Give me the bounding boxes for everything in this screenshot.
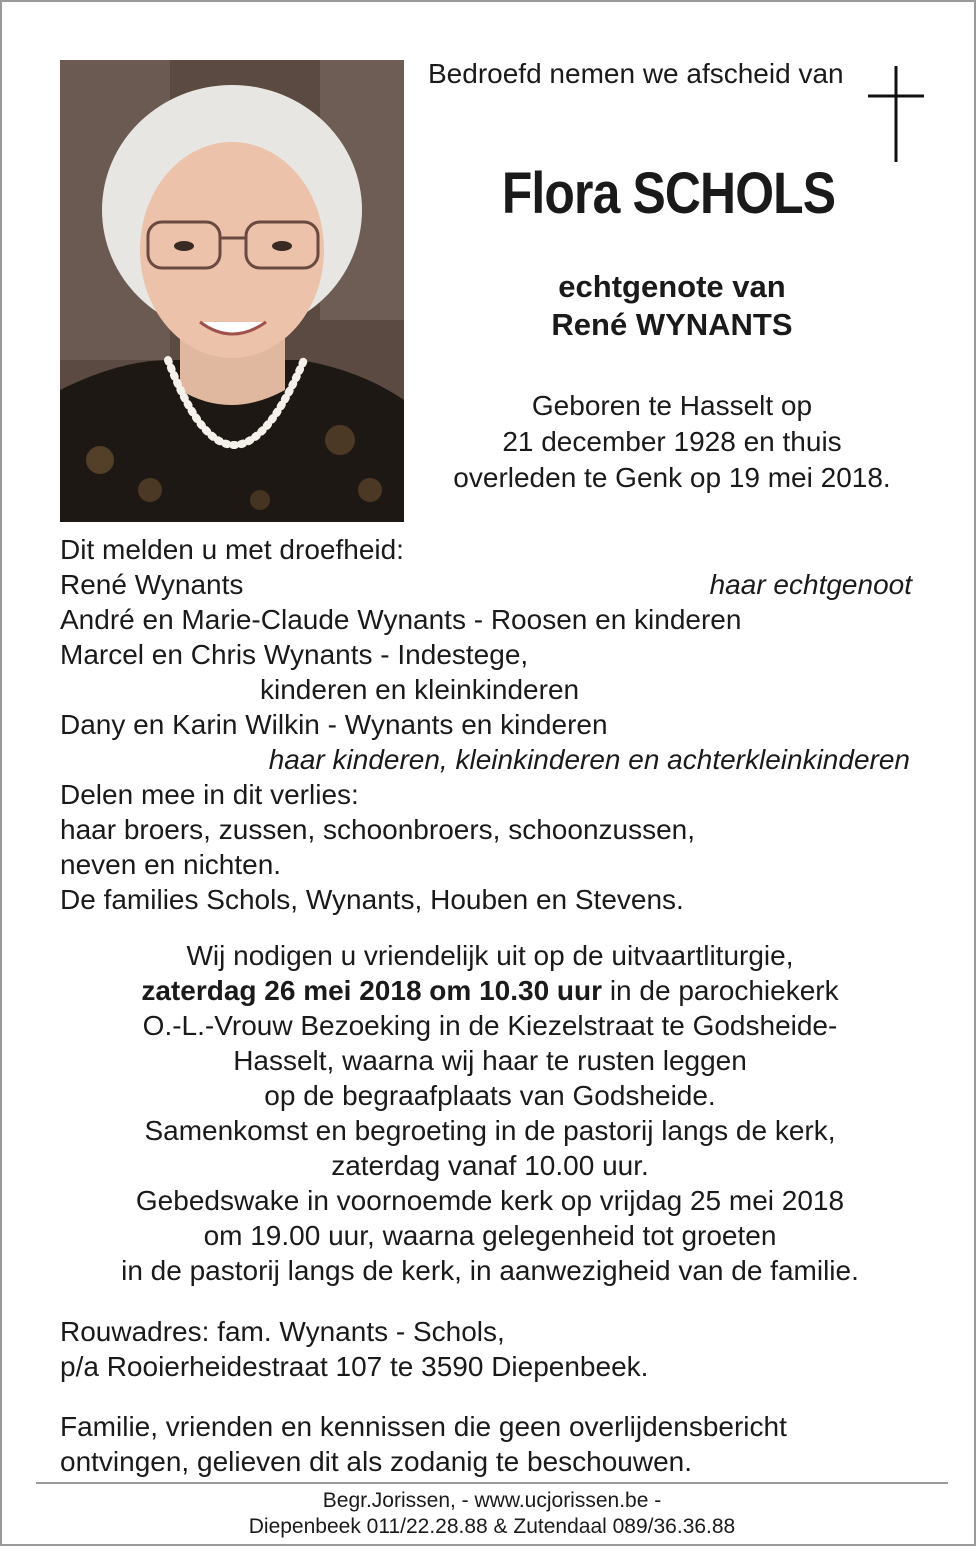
- ceremony-place: in de parochiekerk: [602, 975, 839, 1006]
- ceremony-line: Samenkomst en begroeting in de pastorij langs de kerk,: [144, 1115, 836, 1146]
- born-line: 21 december 1928 en thuis: [502, 426, 842, 457]
- husband-role: haar echtgenoot: [709, 569, 912, 600]
- footer-line: Diepenbeek 011/22.28.88 & Zutendaal 089/36.36.88: [248, 1515, 736, 1538]
- spouse-label: echtgenote van: [558, 269, 786, 304]
- born-line: overleden te Genk op 19 mei 2018.: [453, 462, 891, 493]
- notice-line: Familie, vrienden en kennissen die geen overlijdensbericht: [60, 1411, 787, 1442]
- share-heading: Delen mee in dit verlies:: [60, 779, 359, 810]
- share-line: neven en nichten.: [60, 849, 282, 880]
- footer-divider: [36, 1482, 948, 1484]
- ceremony-line: op de begraafplaats van Godsheide.: [264, 1080, 716, 1111]
- born-line: Geboren te Hasselt op: [531, 390, 813, 421]
- ceremony-date: zaterdag 26 mei 2018 om 10.30 uur: [141, 975, 603, 1006]
- share-line: haar broers, zussen, schoonbroers, schoonzussen,: [60, 814, 696, 845]
- ceremony-line: in de pastorij langs de kerk, in aanwezigheid van de familie.: [121, 1255, 859, 1286]
- ceremony-line: Wij nodigen u vriendelijk uit op de uitvaartliturgie,: [186, 940, 794, 971]
- child-line: André en Marie-Claude Wynants - Roosen en kinderen: [60, 604, 742, 635]
- portrait-photo: [60, 60, 404, 522]
- child-line: Dany en Karin Wilkin - Wynants en kinderen: [60, 709, 608, 740]
- ceremony-line: zaterdag vanaf 10.00 uur.: [331, 1150, 649, 1181]
- cross-icon: [868, 66, 924, 162]
- child-line: Marcel en Chris Wynants - Indestege,: [60, 639, 529, 670]
- deceased-name: Flora SCHOLS: [501, 161, 836, 226]
- birth-death-info: [422, 388, 922, 496]
- notice-line: ontvingen, gelieven dit als zodanig te beschouwen.: [60, 1446, 692, 1477]
- announce-heading: Dit melden u met droefheid:: [60, 534, 404, 565]
- ceremony-line: Gebedswake in voornoemde kerk op vrijdag 25 mei 2018: [135, 1185, 845, 1216]
- spouse-name: René WYNANTS: [551, 307, 793, 342]
- share-line: De families Schols, Wynants, Houben en Stevens.: [60, 884, 684, 915]
- intro-text: Bedroefd nemen we afscheid van: [428, 58, 844, 89]
- address-line: p/a Rooierheidestraat 107 te 3590 Diepenbeek.: [60, 1351, 649, 1382]
- footer-line: Begr.Jorissen, - www.ucjorissen.be -: [322, 1489, 662, 1512]
- husband-name: René Wynants: [60, 569, 244, 600]
- children-role: haar kinderen, kleinkinderen en achterkleinkinderen: [268, 744, 910, 775]
- spouse-block: [422, 268, 922, 344]
- ceremony-line: O.-L.-Vrouw Bezoeking in de Kiezelstraat te Godsheide-: [142, 1010, 838, 1041]
- address-line: Rouwadres: fam. Wynants - Schols,: [60, 1316, 505, 1347]
- ceremony-line: om 19.00 uur, waarna gelegenheid tot groeten: [203, 1220, 777, 1251]
- child-line: kinderen en kleinkinderen: [260, 674, 580, 705]
- ceremony-line: Hasselt, waarna wij haar te rusten leggen: [233, 1045, 747, 1076]
- ceremony-date-line: [36, 973, 944, 1009]
